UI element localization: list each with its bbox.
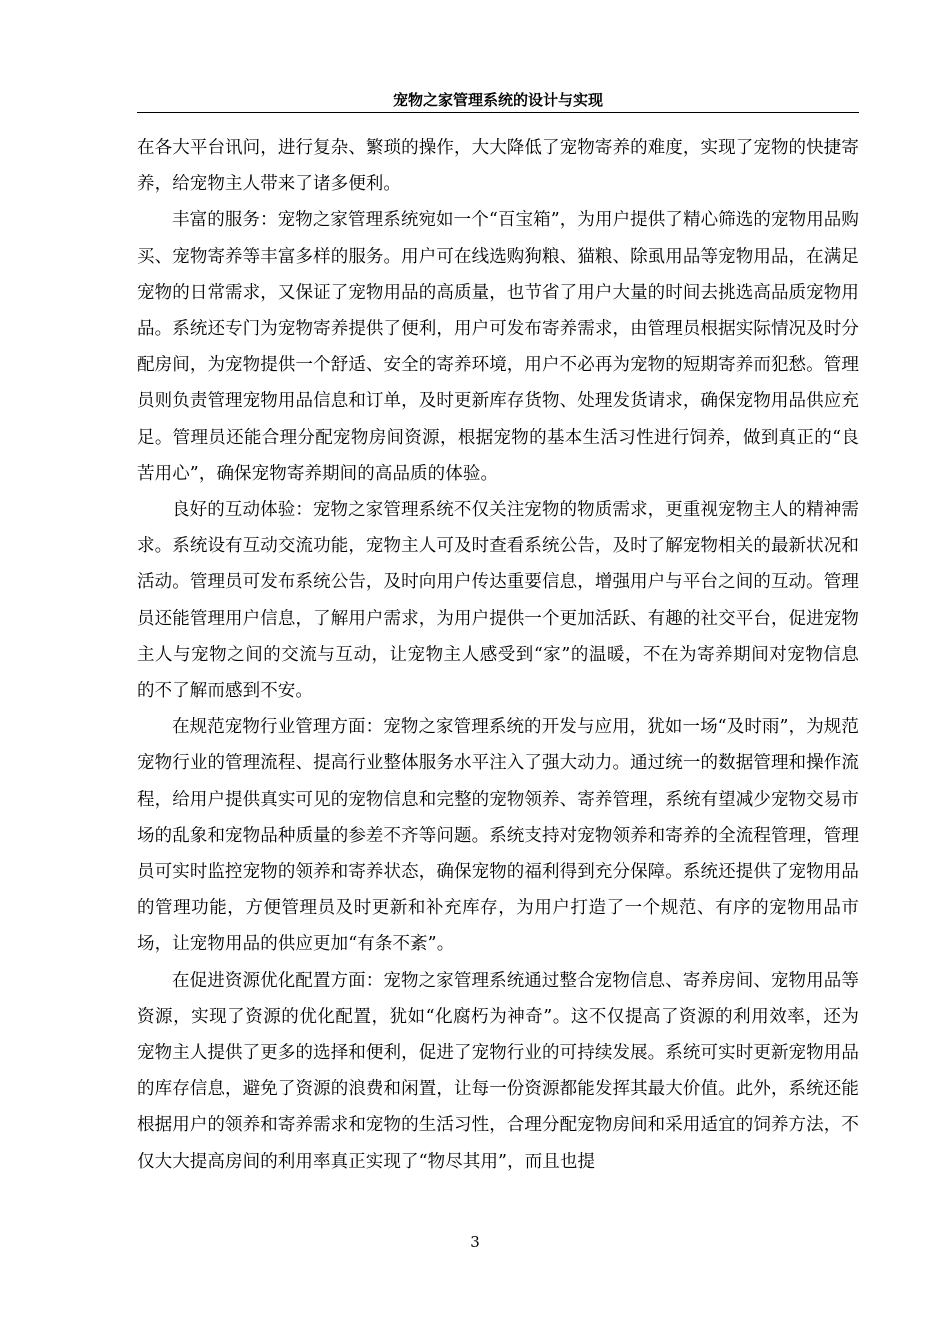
page-number: 3 [470, 1233, 480, 1251]
body-text [137, 130, 859, 1180]
paragraph-interaction-experience: 良好的互动体验：宠物之家管理系统不仅关注宠物的物质需求，更重视宠物主人的精神需求。系统设有互动交流功能，宠物主人可及时查看系统公告，及时了解宠物相关的最新状况和活动。管理员可发布系统公告，及时向用户传达重要信息，增强用户与平台之间的互动。管理员还能管理用户信息，了解用户需求，为用户提供一个更加活跃、有趣的社交平台，促进宠物主人与宠物之间的交流与互动，让宠物主人感受到“家”的温暖，不在为寄养期间对宠物信息的不了解而感到不安。 [137, 500, 859, 702]
paragraph-resource-optimization: 在促进资源优化配置方面：宠物之家管理系统通过整合宠物信息、寄养房间、宠物用品等资源，实现了资源的优化配置，犹如“化腐朽为神奇”。这不仅提高了资源的利用效率，还为宠物主人提供了更多的选择和便利，促进了宠物行业的可持续发展。系统可实时更新宠物用品的库存信息，避免了资源的浪费和闲置，让每一份资源都能发挥其最大价值。此外，系统还能根据用户的领养和寄养需求和宠物的生活习性，合理分配宠物房间和采用适宜的饲养方法，不仅大大提高房间的利用率真正实现了“物尽其用”，而且也提 [137, 970, 859, 1172]
paragraph-continuation: 在各大平台讯问，进行复杂、繁琐的操作，大大降低了宠物寄养的难度，实现了宠物的快捷寄养，给宠物主人带来了诸多便利。 [137, 138, 859, 195]
running-header-title: 宠物之家管理系统的设计与实现 [392, 91, 603, 109]
paragraph-rich-services: 丰富的服务：宠物之家管理系统宛如一个“百宝箱”，为用户提供了精心筛选的宠物用品购买、宠物寄养等丰富多样的服务。用户可在线选购狗粮、猫粮、除虱用品等宠物用品，在满足宠物的日常需求，又保证了宠物用品的高质量，也节省了用户大量的时间去挑选高品质宠物用品。系统还专门为宠物寄养提供了便利，用户可发布寄养需求，由管理员根据实际情况及时分配房间，为宠物提供一个舒适、安全的寄养环境，用户不必再为宠物的短期寄养而犯愁。管理员则负责管理宠物用品信息和订单，及时更新库存货物、处理发货请求，确保宠物用品供应充足。管理员还能合理分配宠物房间资源，根据宠物的基本生活习性进行饲养，做到真正的“良苦用心”，确保宠物寄养期间的高品质的体验。 [137, 210, 859, 484]
paragraph-industry-regulation: 在规范宠物行业管理方面：宠物之家管理系统的开发与应用，犹如一场“及时雨”，为规范宠物行业的管理流程、提高行业整体服务水平注入了强大动力。通过统一的数据管理和操作流程，给用户提供真实可见的宠物信息和完整的宠物领养、寄养管理，系统有望减少宠物交易市场的乱象和宠物品种质量的参差不齐等问题。系统支持对宠物领养和寄养的全流程管理，管理员可实时监控宠物的领养和寄养状态，确保宠物的福利得到充分保障。系统还提供了宠物用品的管理功能，方便管理员及时更新和补充库存，为用户打造了一个规范、有序的宠物用品市场，让宠物用品的供应更加“有条不紊”。 [137, 717, 859, 955]
header-divider [137, 112, 859, 113]
